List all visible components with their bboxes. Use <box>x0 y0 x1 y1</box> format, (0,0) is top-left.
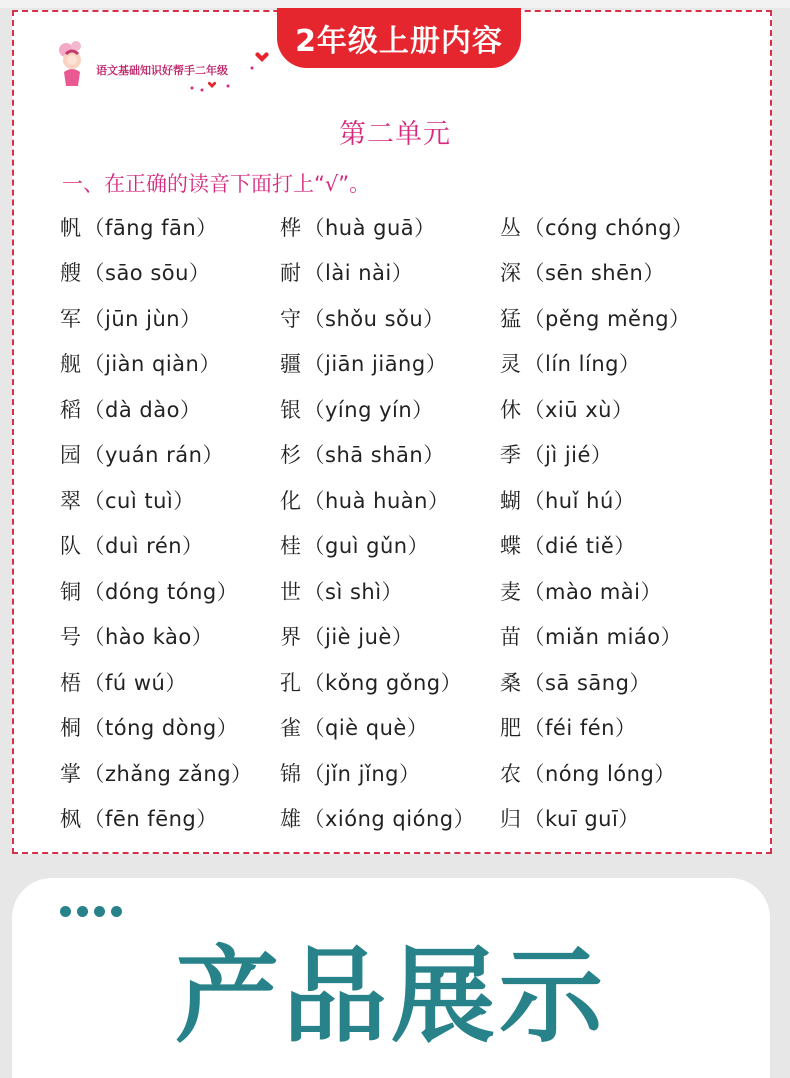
hanzi-char: 季 <box>500 443 522 468</box>
hanzi-char: 桐 <box>60 716 82 741</box>
pinyin-item <box>280 295 500 341</box>
pinyin-item <box>280 659 500 705</box>
pinyin-item <box>60 568 280 614</box>
hanzi-char: 枫 <box>60 807 82 832</box>
pinyin-item <box>280 477 500 523</box>
hanzi-char: 银 <box>280 397 302 422</box>
hanzi-char: 化 <box>280 488 302 513</box>
pinyin-options: （kǒng gǒng） <box>303 670 463 695</box>
pinyin-options: （sāo sōu） <box>83 261 211 286</box>
pinyin-item <box>500 341 760 387</box>
pinyin-options: （duì rén） <box>83 534 204 559</box>
pinyin-item <box>500 250 760 296</box>
pinyin-options: （tóng dòng） <box>83 716 239 741</box>
hanzi-char: 翠 <box>60 488 82 513</box>
pinyin-item <box>280 250 500 296</box>
pinyin-item <box>60 796 280 842</box>
pinyin-item <box>500 568 760 614</box>
hanzi-char: 守 <box>280 306 302 331</box>
hanzi-char: 界 <box>280 625 302 650</box>
hanzi-char: 稻 <box>60 397 82 422</box>
pinyin-item <box>500 659 760 705</box>
pinyin-options: （sì shì） <box>303 579 404 604</box>
pinyin-item <box>60 659 280 705</box>
hanzi-char: 铜 <box>60 579 82 604</box>
pinyin-item <box>60 477 280 523</box>
hanzi-char: 舰 <box>60 352 82 377</box>
pinyin-item <box>60 705 280 751</box>
pinyin-item <box>500 295 760 341</box>
dot-icon <box>77 906 88 917</box>
product-showcase-title: 产品展示 <box>174 935 607 1057</box>
instruction-text: 一、在正确的读音下面打上“√”。 <box>62 172 371 196</box>
dot-icon <box>111 906 122 917</box>
pinyin-options: （sā sāng） <box>523 670 651 695</box>
pinyin-options: （yíng yín） <box>303 397 434 422</box>
hanzi-char: 灵 <box>500 352 522 377</box>
pinyin-options: （jǐn jǐng） <box>303 761 421 786</box>
hanzi-char: 麦 <box>500 579 522 604</box>
dot-icon <box>60 906 71 917</box>
hanzi-char: 疆 <box>280 352 302 377</box>
pinyin-item <box>280 386 500 432</box>
pinyin-item <box>60 523 280 569</box>
pinyin-options: （jiè juè） <box>303 625 414 650</box>
pinyin-item <box>280 705 500 751</box>
pinyin-item <box>500 523 760 569</box>
hanzi-char: 丛 <box>500 215 522 240</box>
pinyin-item <box>280 750 500 796</box>
pinyin-item <box>500 705 760 751</box>
grade-tab: 2年级上册内容 <box>277 8 521 68</box>
pinyin-options: （kuī guī） <box>523 807 640 832</box>
pinyin-options: （huà huàn） <box>303 488 450 513</box>
pinyin-item <box>280 614 500 660</box>
pinyin-item <box>60 295 280 341</box>
hanzi-char: 掌 <box>60 761 82 786</box>
pinyin-options: （dié tiě） <box>523 534 636 559</box>
pinyin-item <box>280 523 500 569</box>
hanzi-char: 号 <box>60 625 82 650</box>
pinyin-options: （shǒu sǒu） <box>303 306 445 331</box>
pinyin-options: （jūn jùn） <box>83 306 202 331</box>
hanzi-char: 杉 <box>280 443 302 468</box>
pinyin-options: （dà dào） <box>83 397 202 422</box>
pinyin-item <box>500 796 760 842</box>
hanzi-char: 苗 <box>500 625 522 650</box>
pinyin-item <box>60 614 280 660</box>
hanzi-char: 深 <box>500 261 522 286</box>
dots-decoration <box>60 906 122 917</box>
pinyin-options: （guì gǔn） <box>303 534 430 559</box>
pinyin-options: （miǎn miáo） <box>523 625 683 650</box>
pinyin-options: （mào mài） <box>523 579 663 604</box>
hanzi-char: 雀 <box>280 716 302 741</box>
hanzi-char: 桦 <box>280 215 302 240</box>
hanzi-char: 肥 <box>500 716 522 741</box>
hanzi-char: 帆 <box>60 215 82 240</box>
product-panel <box>12 878 770 1078</box>
pinyin-item <box>280 796 500 842</box>
pinyin-options: （zhǎng zǎng） <box>83 761 253 786</box>
brand-logo <box>52 38 282 100</box>
pinyin-item <box>500 614 760 660</box>
unit-title: 第二单元 <box>339 119 451 150</box>
pinyin-options: （xióng qióng） <box>303 807 476 832</box>
hanzi-char: 锦 <box>280 761 302 786</box>
pinyin-options: （nóng lóng） <box>523 761 676 786</box>
pinyin-item <box>60 250 280 296</box>
pinyin-options: （cuì tuì） <box>83 488 195 513</box>
pinyin-item <box>280 568 500 614</box>
pinyin-options: （fāng fān） <box>83 215 218 240</box>
pinyin-item <box>60 432 280 478</box>
brand-text: 语文基础知识好帮手二年级 <box>96 64 228 77</box>
pinyin-item <box>500 204 760 250</box>
pinyin-item <box>60 341 280 387</box>
pinyin-options: （fēn fēng） <box>83 807 218 832</box>
top-band <box>0 0 790 8</box>
pinyin-item <box>60 386 280 432</box>
hanzi-char: 军 <box>60 306 82 331</box>
hanzi-char: 艘 <box>60 261 82 286</box>
pinyin-item <box>280 204 500 250</box>
hanzi-char: 农 <box>500 761 522 786</box>
dot-icon <box>94 906 105 917</box>
pinyin-options: （xiū xù） <box>523 397 634 422</box>
pinyin-options: （jiān jiāng） <box>303 352 448 377</box>
pinyin-options: （fú wú） <box>83 670 187 695</box>
pinyin-options: （féi fén） <box>523 716 637 741</box>
pinyin-item <box>280 341 500 387</box>
hanzi-char: 世 <box>280 579 302 604</box>
hanzi-char: 归 <box>500 807 522 832</box>
pinyin-options: （huà guā） <box>303 215 436 240</box>
pinyin-options: （lín líng） <box>523 352 641 377</box>
pinyin-item <box>60 750 280 796</box>
pinyin-options: （huǐ hú） <box>523 488 636 513</box>
hanzi-char: 蝴 <box>500 488 522 513</box>
pinyin-item <box>500 750 760 796</box>
pinyin-options: （pěng měng） <box>523 306 691 331</box>
pinyin-options: （jì jié） <box>523 443 613 468</box>
hanzi-char: 梧 <box>60 670 82 695</box>
hanzi-char: 孔 <box>280 670 302 695</box>
pinyin-options: （jiàn qiàn） <box>83 352 221 377</box>
hanzi-char: 耐 <box>280 261 302 286</box>
hanzi-char: 桑 <box>500 670 522 695</box>
pinyin-options: （dóng tóng） <box>83 579 239 604</box>
pinyin-options: （lài nài） <box>303 261 414 286</box>
hanzi-char: 猛 <box>500 306 522 331</box>
pinyin-item <box>500 432 760 478</box>
hanzi-char: 桂 <box>280 534 302 559</box>
pinyin-item <box>60 204 280 250</box>
pinyin-item <box>500 477 760 523</box>
pinyin-item <box>280 432 500 478</box>
pinyin-options: （sēn shēn） <box>523 261 665 286</box>
hanzi-char: 队 <box>60 534 82 559</box>
pinyin-grid <box>60 204 760 841</box>
hanzi-char: 休 <box>500 397 522 422</box>
pinyin-options: （shā shān） <box>303 443 445 468</box>
hanzi-char: 蝶 <box>500 534 522 559</box>
pinyin-options: （cóng chóng） <box>523 215 694 240</box>
pinyin-item <box>500 386 760 432</box>
pinyin-options: （yuán rán） <box>83 443 224 468</box>
pinyin-options: （hào kào） <box>83 625 214 650</box>
hanzi-char: 园 <box>60 443 82 468</box>
pinyin-options: （qiè què） <box>303 716 429 741</box>
hanzi-char: 雄 <box>280 807 302 832</box>
